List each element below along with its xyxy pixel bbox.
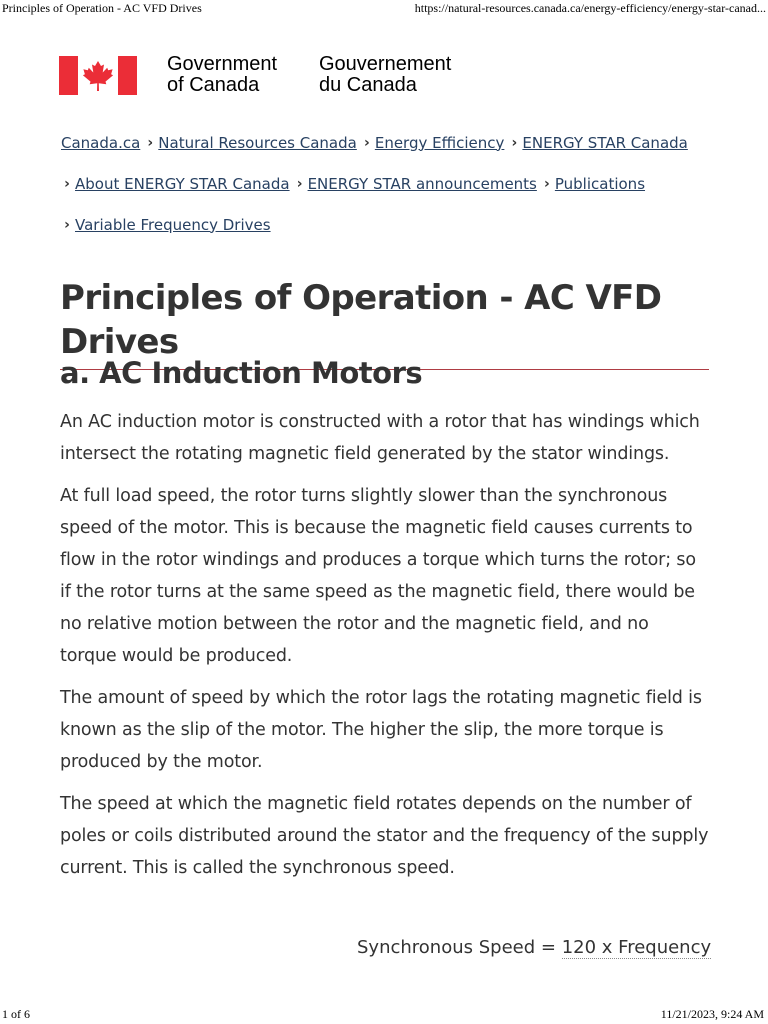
page-counter: 1 of 6 <box>2 1007 30 1021</box>
breadcrumb-link-publications[interactable]: Publications <box>554 174 646 193</box>
breadcrumb <box>61 122 741 245</box>
formula-lhs: Synchronous Speed = <box>357 937 562 958</box>
signature-english: Government of Canada <box>167 53 278 96</box>
chevron-right-icon: › <box>511 134 518 151</box>
breadcrumb-link-nrcan[interactable]: Natural Resources Canada <box>158 133 357 152</box>
breadcrumb-link-vfd[interactable]: Variable Frequency Drives <box>75 215 271 234</box>
page-title: Principles of Operation - AC VFD Drives <box>60 276 709 370</box>
canada-flag-icon <box>59 56 137 95</box>
print-footer <box>0 1008 768 1024</box>
print-timestamp: 11/21/2023, 9:24 AM <box>660 1007 764 1021</box>
breadcrumb-link-energy-efficiency[interactable]: Energy Efficiency <box>374 133 505 152</box>
breadcrumb-link-announcements[interactable]: ENERGY STAR announcements <box>307 174 537 193</box>
chevron-right-icon: › <box>64 175 70 192</box>
breadcrumb-row <box>61 122 741 163</box>
chevron-right-icon: › <box>363 134 370 151</box>
chevron-right-icon: › <box>296 175 303 192</box>
print-header-url: https://natural-resources.canada.ca/energy-efficiency/energy-star-canad... <box>414 1 766 15</box>
paragraph: The amount of speed by which the rotor lags the rotating magnetic field is known as the slip of the motor. The higher the slip, the more torque is produced by the motor. <box>60 688 702 772</box>
chevron-right-icon: › <box>147 134 154 151</box>
breadcrumb-link-energy-star-canada[interactable]: ENERGY STAR Canada <box>522 133 688 152</box>
section-heading: a. AC Induction Motors <box>60 356 423 390</box>
chevron-right-icon: › <box>64 216 70 233</box>
article-body <box>60 406 710 894</box>
print-header-title: Principles of Operation - AC VFD Drives <box>2 1 202 15</box>
breadcrumb-row <box>61 204 741 245</box>
paragraph: An AC induction motor is constructed with a rotor that has windings which intersect the rotating magnetic field generated by the stator windings. <box>60 412 700 464</box>
formula-rhs: 120 x Frequency <box>561 937 712 958</box>
paragraph: The speed at which the magnetic field rotates depends on the number of poles or coils distributed around the stator and the frequency of the supply current. This is called the synchronous speed. <box>60 794 709 878</box>
breadcrumb-row <box>61 163 741 204</box>
breadcrumb-link-canada[interactable]: Canada.ca <box>61 133 141 152</box>
breadcrumb-link-about-energy-star[interactable]: About ENERGY STAR Canada <box>75 174 290 193</box>
synchronous-speed-formula <box>357 933 711 963</box>
chevron-right-icon: › <box>543 175 550 192</box>
print-header <box>0 0 768 18</box>
signature-french: Gouvernement du Canada <box>319 53 452 96</box>
paragraph: At full load speed, the rotor turns slightly slower than the synchronous speed of the motor. This is because the magnetic field causes currents to flow in the rotor windings and produces a torque which turns the rotor; so if the rotor turns at the same speed as the magnetic field, there would be no relative motion between the rotor and the magnetic field, and no torque would be produced. <box>60 486 696 666</box>
